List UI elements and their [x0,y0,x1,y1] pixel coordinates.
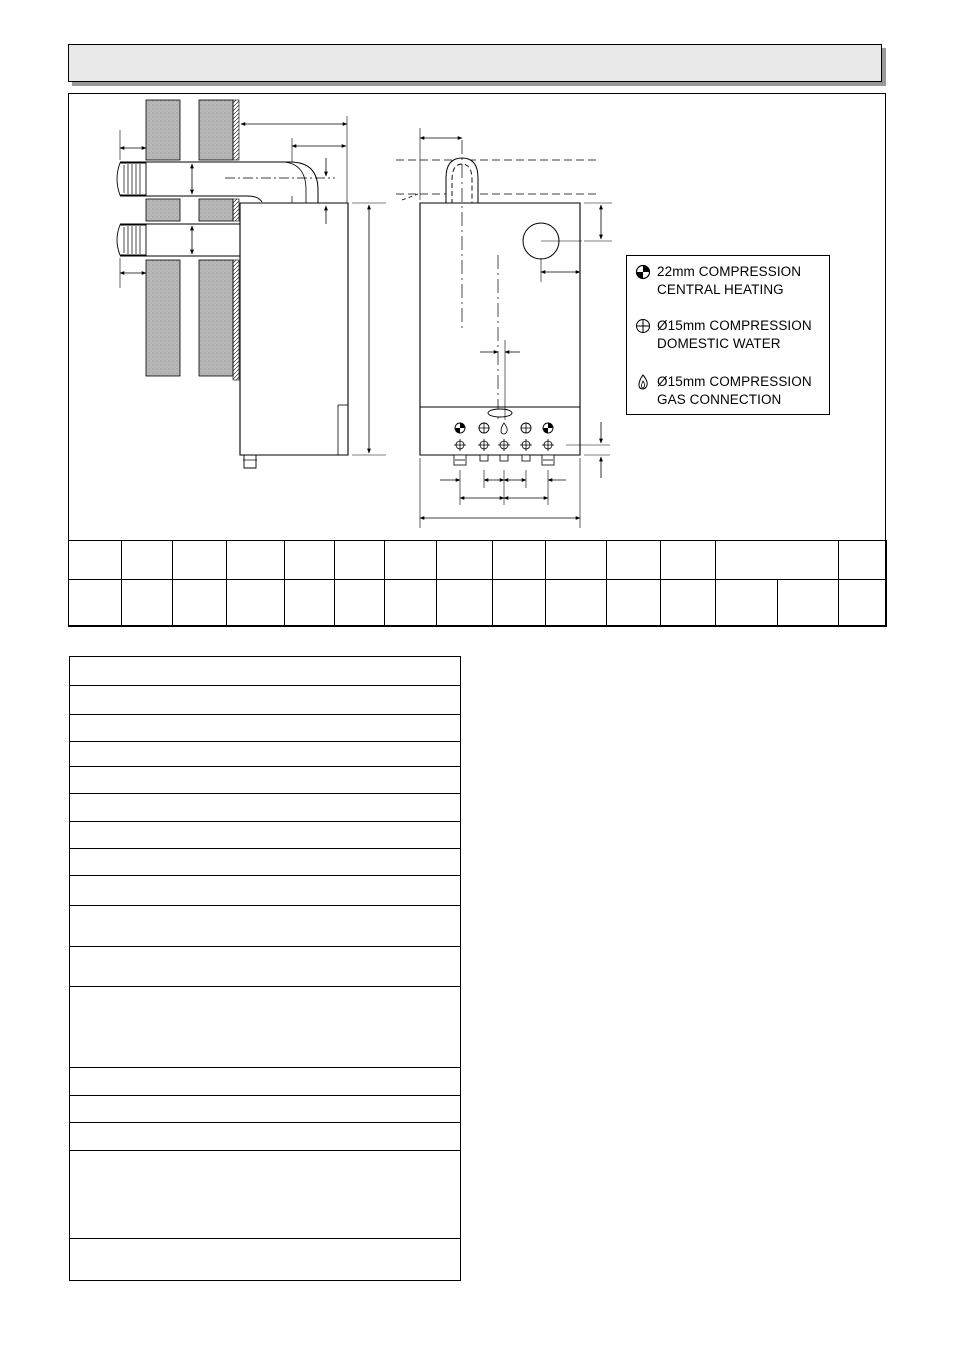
table-header-cell [839,541,887,580]
domestic-water-icon [479,423,489,433]
table-cell [493,580,546,627]
table-cell [70,1123,461,1151]
dimensions-table [68,540,887,627]
table-cell [607,580,661,627]
table-cell [70,794,461,822]
table-row [70,1123,461,1151]
table-row [70,987,461,1068]
table-cell [70,715,461,742]
front-view [396,128,612,528]
wall-section [199,199,233,221]
legend-item-gas-connection [635,373,812,409]
table-header-cell [546,541,607,580]
wall-section [146,199,180,221]
table-cell [70,657,461,686]
table-row [70,876,461,906]
table-row [70,1239,461,1281]
side-view [117,100,386,468]
legend-item-central-heating [635,263,801,299]
table-header-cell [173,541,227,580]
table-cell [70,1151,461,1239]
legend-line: GAS CONNECTION [657,392,782,407]
table-header-cell [122,541,173,580]
table-cell [70,742,461,767]
table-cell [385,580,437,627]
table-row [70,1151,461,1239]
table-cell [285,580,335,627]
table-row [70,947,461,987]
flue-terminal-icon [117,163,146,195]
domestic-water-icon [521,423,531,433]
table-row [70,767,461,794]
table-header-cell [69,541,122,580]
table-cell [70,822,461,849]
domestic-water-icon [635,318,651,334]
table-row [70,906,461,947]
table-header-cell [607,541,661,580]
table-cell [69,580,122,627]
table-cell [716,580,778,627]
table-row [70,1068,461,1096]
table-row [69,580,887,627]
connection-legend [626,255,830,415]
table-cell [70,876,461,906]
table-row [70,686,461,715]
table-header-cell [493,541,546,580]
table-cell [437,580,493,627]
table-row [70,657,461,686]
wall-section [199,260,233,376]
legend-line: CENTRAL HEATING [657,282,784,297]
table-row [70,822,461,849]
table-cell [335,580,385,627]
table-row [70,715,461,742]
table-cell [173,580,227,627]
central-heating-icon [635,264,651,280]
central-heating-icon [543,423,553,433]
table-cell [122,580,173,627]
table-cell [778,580,839,627]
table-cell [70,849,461,876]
wall-section [146,100,180,160]
legend-line: 22mm COMPRESSION [657,264,802,279]
table-cell [70,767,461,794]
table-header-cell [227,541,285,580]
table-cell [70,987,461,1068]
wall-section [199,100,233,160]
table-cell [661,580,716,627]
legend-line: Ø15mm COMPRESSION [657,374,812,389]
central-heating-icon [455,423,465,433]
specification-table [69,656,461,1281]
table-cell [70,686,461,715]
legend-line: DOMESTIC WATER [657,336,781,351]
table-cell [546,580,607,627]
table-row [70,742,461,767]
boiler-side-body [240,203,348,455]
table-cell [70,947,461,987]
wall-section [146,260,180,376]
flue-terminal-icon [117,225,146,255]
table-row [70,794,461,822]
table-row [69,541,887,580]
table-header-cell [285,541,335,580]
table-cell [70,1096,461,1123]
table-header-cell [335,541,385,580]
table-header-cell [385,541,437,580]
table-cell [227,580,285,627]
table-row [70,849,461,876]
table-row [70,1096,461,1123]
gas-flame-icon [635,374,651,390]
legend-line: Ø15mm COMPRESSION [657,318,812,333]
table-header-cell [437,541,493,580]
legend-item-domestic-water [635,317,812,353]
table-header-cell [716,541,839,580]
table-cell [839,580,887,627]
table-cell [70,1068,461,1096]
table-cell [70,1239,461,1281]
table-cell [70,906,461,947]
table-header-cell [661,541,716,580]
